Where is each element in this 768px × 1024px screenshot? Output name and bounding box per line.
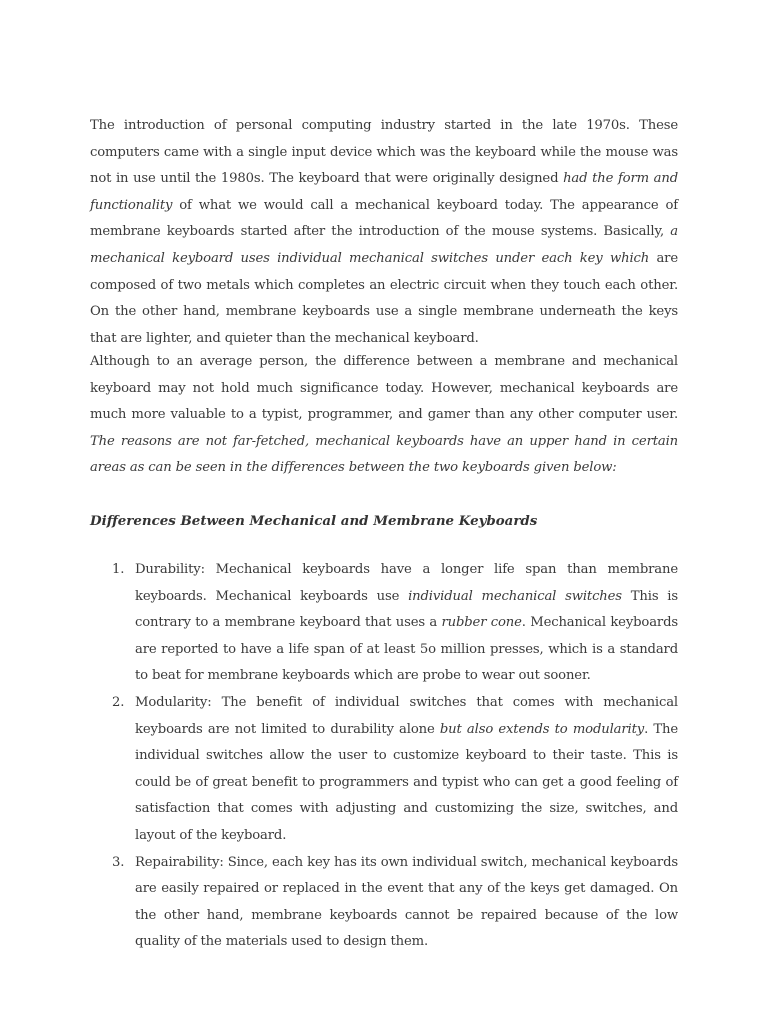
section-heading: Differences Between Mechanical and Membrane Keyboards (90, 513, 538, 529)
list-number: 2. (112, 694, 125, 710)
list-text: Modularity: The benefit of individual switches that comes with mechanical keyboards are not limited to durability alone (135, 694, 678, 737)
intro-paragraph (90, 113, 678, 352)
list-text: Durability: Mechanical keyboards have a longer life span than membrane keyboards. Mechanical keyboards use (135, 562, 678, 604)
list-text: Repairability: Since, each key has its own individual switch, mechanical keyboards are easily repaired or replaced in the event that any of the keys get damaged. On the other hand, membrane keyboards cannot be repaired because of the low quality of the materials used to design them. (135, 854, 678, 950)
list-number: 1. (112, 562, 125, 577)
list-item-repairability (90, 850, 678, 956)
intro-text-3: are composed of two metals which completes an electric circuit when they touch each other. On the other hand, membrane keyboards use a single membrane underneath the keys that are lighter, and quieter than the mechanical keyboard. (90, 250, 678, 346)
intro-italic-2: a mechanical keyboard uses individual mechanical switches under each key which (90, 224, 678, 266)
list-text: . The individual switches allow the user to customize keyboard to their taste. This is could be of great benefit to programmers and typist who can get a good feeling of satisfaction that comes with adjusting and customizing the size, switches, and layout of the keyboard. (135, 721, 679, 843)
list-italic: individual mechanical switches (408, 588, 622, 604)
comparison-italic-1: The reasons are not far-fetched, mechanical keyboards have an upper hand in certain areas as can be seen in the differences between the two keyboards given below: (90, 433, 678, 476)
intro-text-1: The introduction of personal computing industry started in the late 1970s. These computers came with a single input device which was the keyboard while the mouse was not in use until the 1980s. The keyboard that were originally designed (90, 118, 678, 187)
list-text: . Mechanical keyboards are reported to have a life span of at least 5o million presses, which is a standard to beat for membrane keyboards which are probe to wear out sooner. (135, 615, 678, 684)
list-italic: but also extends to modularity (439, 721, 645, 737)
list-item-modularity (90, 690, 678, 850)
list-italic: rubber cone (441, 615, 522, 631)
list-text: This is contrary to a membrane keyboard that uses a (135, 588, 678, 631)
comparison-paragraph (90, 349, 678, 482)
differences-list (90, 557, 678, 956)
intro-text-2: of what we would call a mechanical keyboard today. The appearance of membrane keyboards started after the introduction of the mouse systems. Basically, (90, 197, 678, 240)
list-number: 3. (112, 854, 125, 870)
list-item-durability (90, 557, 678, 690)
intro-italic-1: had the form and functionality (90, 171, 679, 213)
comparison-text-1: Although to an average person, the difference between a membrane and mechanical keyboard may not hold much significance today. However, mechanical keyboards are much more valuable to a typist, programmer, and gamer than any other computer user. (90, 354, 678, 423)
